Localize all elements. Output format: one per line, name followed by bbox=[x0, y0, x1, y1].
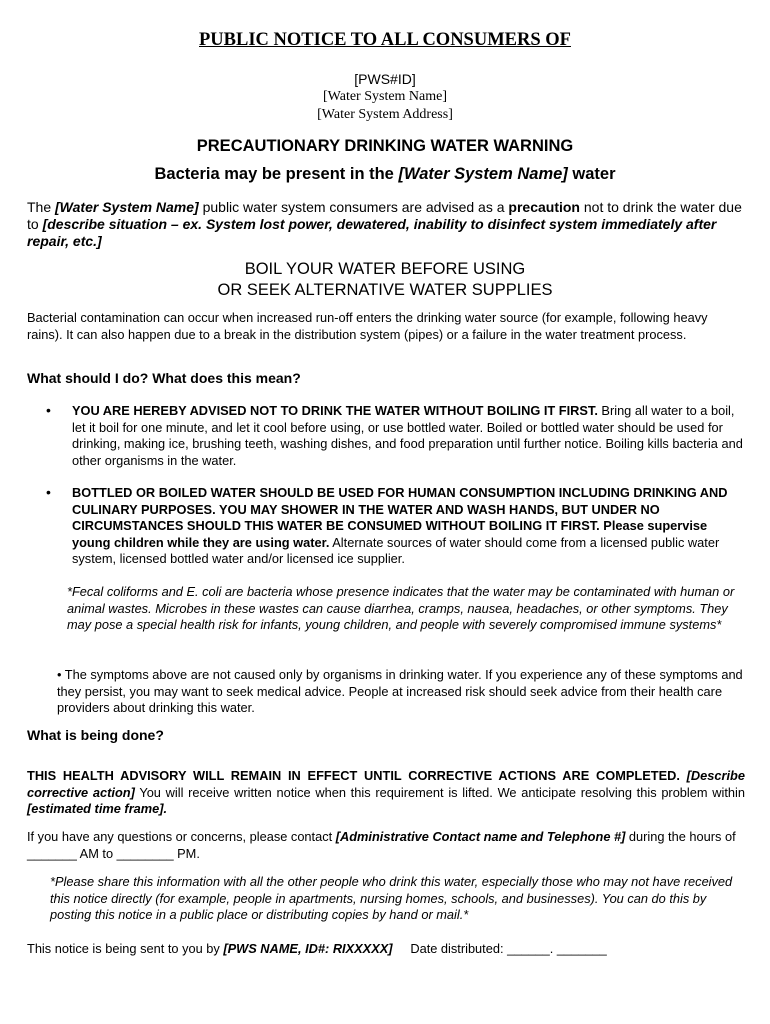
pws-id: [PWS#ID] bbox=[354, 71, 416, 87]
bullet-1-bold: YOU ARE HEREBY ADVISED NOT TO DRINK THE WATER WITHOUT BOILING IT FIRST. bbox=[72, 403, 598, 418]
bullet-1-marker: • bbox=[46, 402, 51, 418]
contact-text-1: If you have any questions or concerns, please contact bbox=[27, 829, 336, 844]
contact-paragraph bbox=[27, 829, 745, 862]
bacteria-heading bbox=[0, 165, 770, 184]
symptoms-note: • The symptoms above are not caused only by organisms in drinking water. If you experience any of these symptoms and they persist, you may want to seek medical advice. People at increased risk should seek advice from their health care providers about drinking this water. bbox=[57, 667, 743, 715]
contamination-paragraph: Bacterial contamination can occur when increased run-off enters the drinking water source (for example, following heavy rains). It can also happen due to a break in the distribution system (pipes) or a failure in the water treatment process. bbox=[27, 310, 708, 342]
contact-text-2: during the hours of _______ AM to ________ PM. bbox=[27, 829, 736, 861]
advisory-corrective-action: [Describe corrective action] bbox=[27, 768, 745, 800]
question-what-to-do: What should I do? What does this mean? bbox=[27, 370, 301, 386]
intro-text-2: public water system consumers are advised as a bbox=[198, 199, 509, 215]
fecal-coliform-note: *Fecal coliforms and E. coli are bacteria whose presence indicates that the water may be contaminated with human or animal wastes. Microbes in these wastes can cause diarrhea, cramps, nausea, headaches, or other symptoms. They may pose a special health risk for infants, young children, and people with severely compromised immune systems* bbox=[67, 584, 735, 632]
notice-title: PUBLIC NOTICE TO ALL CONSUMERS OF bbox=[199, 30, 571, 50]
warning-heading: PRECAUTIONARY DRINKING WATER WARNING bbox=[196, 137, 574, 155]
boil-line-2: OR SEEK ALTERNATIVE WATER SUPPLIES bbox=[217, 281, 553, 299]
date-distributed: Date distributed: ______. _______ bbox=[392, 941, 607, 956]
bullet-2-marker: • bbox=[46, 484, 51, 500]
advisory-bold: THIS HEALTH ADVISORY WILL REMAIN IN EFFECT UNTIL CORRECTIVE ACTIONS ARE COMPLETED. bbox=[27, 768, 680, 783]
system-name: [Water System Name] bbox=[322, 89, 448, 104]
share-note: *Please share this information with all the other people who drink this water, especially those who may not have received this notice directly (for example, people in apartments, nursing homes, schools, and businesses). You can do this by posting this notice in a public place or distributing copies by hand or mail.* bbox=[50, 874, 733, 922]
advisory-timeframe: [estimated time frame]. bbox=[27, 801, 168, 816]
bacteria-heading-system-name: [Water System Name] bbox=[398, 165, 568, 183]
intro-text-1: The bbox=[27, 199, 56, 215]
intro-text-3: not to drink the water due to bbox=[27, 199, 742, 232]
question-what-is-done: What is being done? bbox=[27, 727, 164, 743]
bullet-2-bold: BOTTLED OR BOILED WATER SHOULD BE USED FOR HUMAN CONSUMPTION INCLUDING DRINKING AND CULINARY PURPOSES. YOU MAY SHOWER IN THE WATER AND WASH HANDS, BUT UNDER NO CIRCUMSTANCES SHOULD THIS WATER BE CONSUMED WITHOUT BOILING IT FIRST. Please supervise young children while they are using water. bbox=[72, 485, 728, 550]
intro-precaution: precaution bbox=[508, 199, 580, 215]
bacteria-heading-pre: Bacteria may be present in the bbox=[154, 165, 399, 183]
bullet-2-body: Alternate sources of water should come from a licensed public water system, licensed bottled water and/or licensed ice supplier. bbox=[72, 534, 720, 566]
sent-text-1: This notice is being sent to you by bbox=[27, 941, 224, 956]
advisory-paragraph bbox=[27, 768, 745, 818]
boil-line-1: BOIL YOUR WATER BEFORE USING bbox=[244, 260, 526, 278]
sent-line bbox=[27, 941, 745, 958]
intro-system-name: [Water System Name] bbox=[55, 199, 199, 215]
advisory-text: You will receive written notice when this requirement is lifted. We anticipate resolving this problem within bbox=[134, 784, 745, 800]
contact-admin: [Administrative Contact name and Telephone #] bbox=[335, 829, 626, 844]
intro-situation: [describe situation – ex. System lost power, dewatered, inability to disinfect system immediately after repair, etc.] bbox=[27, 216, 717, 249]
sent-pws-name: [PWS NAME, ID#: RIXXXXX] bbox=[223, 941, 393, 956]
bullet-2-text bbox=[72, 485, 744, 568]
bullet-1-text bbox=[72, 403, 744, 469]
boil-warning bbox=[0, 259, 770, 301]
system-address: [Water System Address] bbox=[317, 107, 453, 122]
bacteria-heading-post: water bbox=[567, 165, 616, 183]
intro-paragraph bbox=[27, 199, 745, 250]
bullet-1-body: Bring all water to a boil, let it boil for one minute, and let it cool before using, or use bottled water. Boiled or bottled water should be used for drinking, making ice, brushing teeth, washing dishes, and food preparation until further notice. Boiling kills bacteria and other organisms in the water. bbox=[72, 403, 743, 468]
